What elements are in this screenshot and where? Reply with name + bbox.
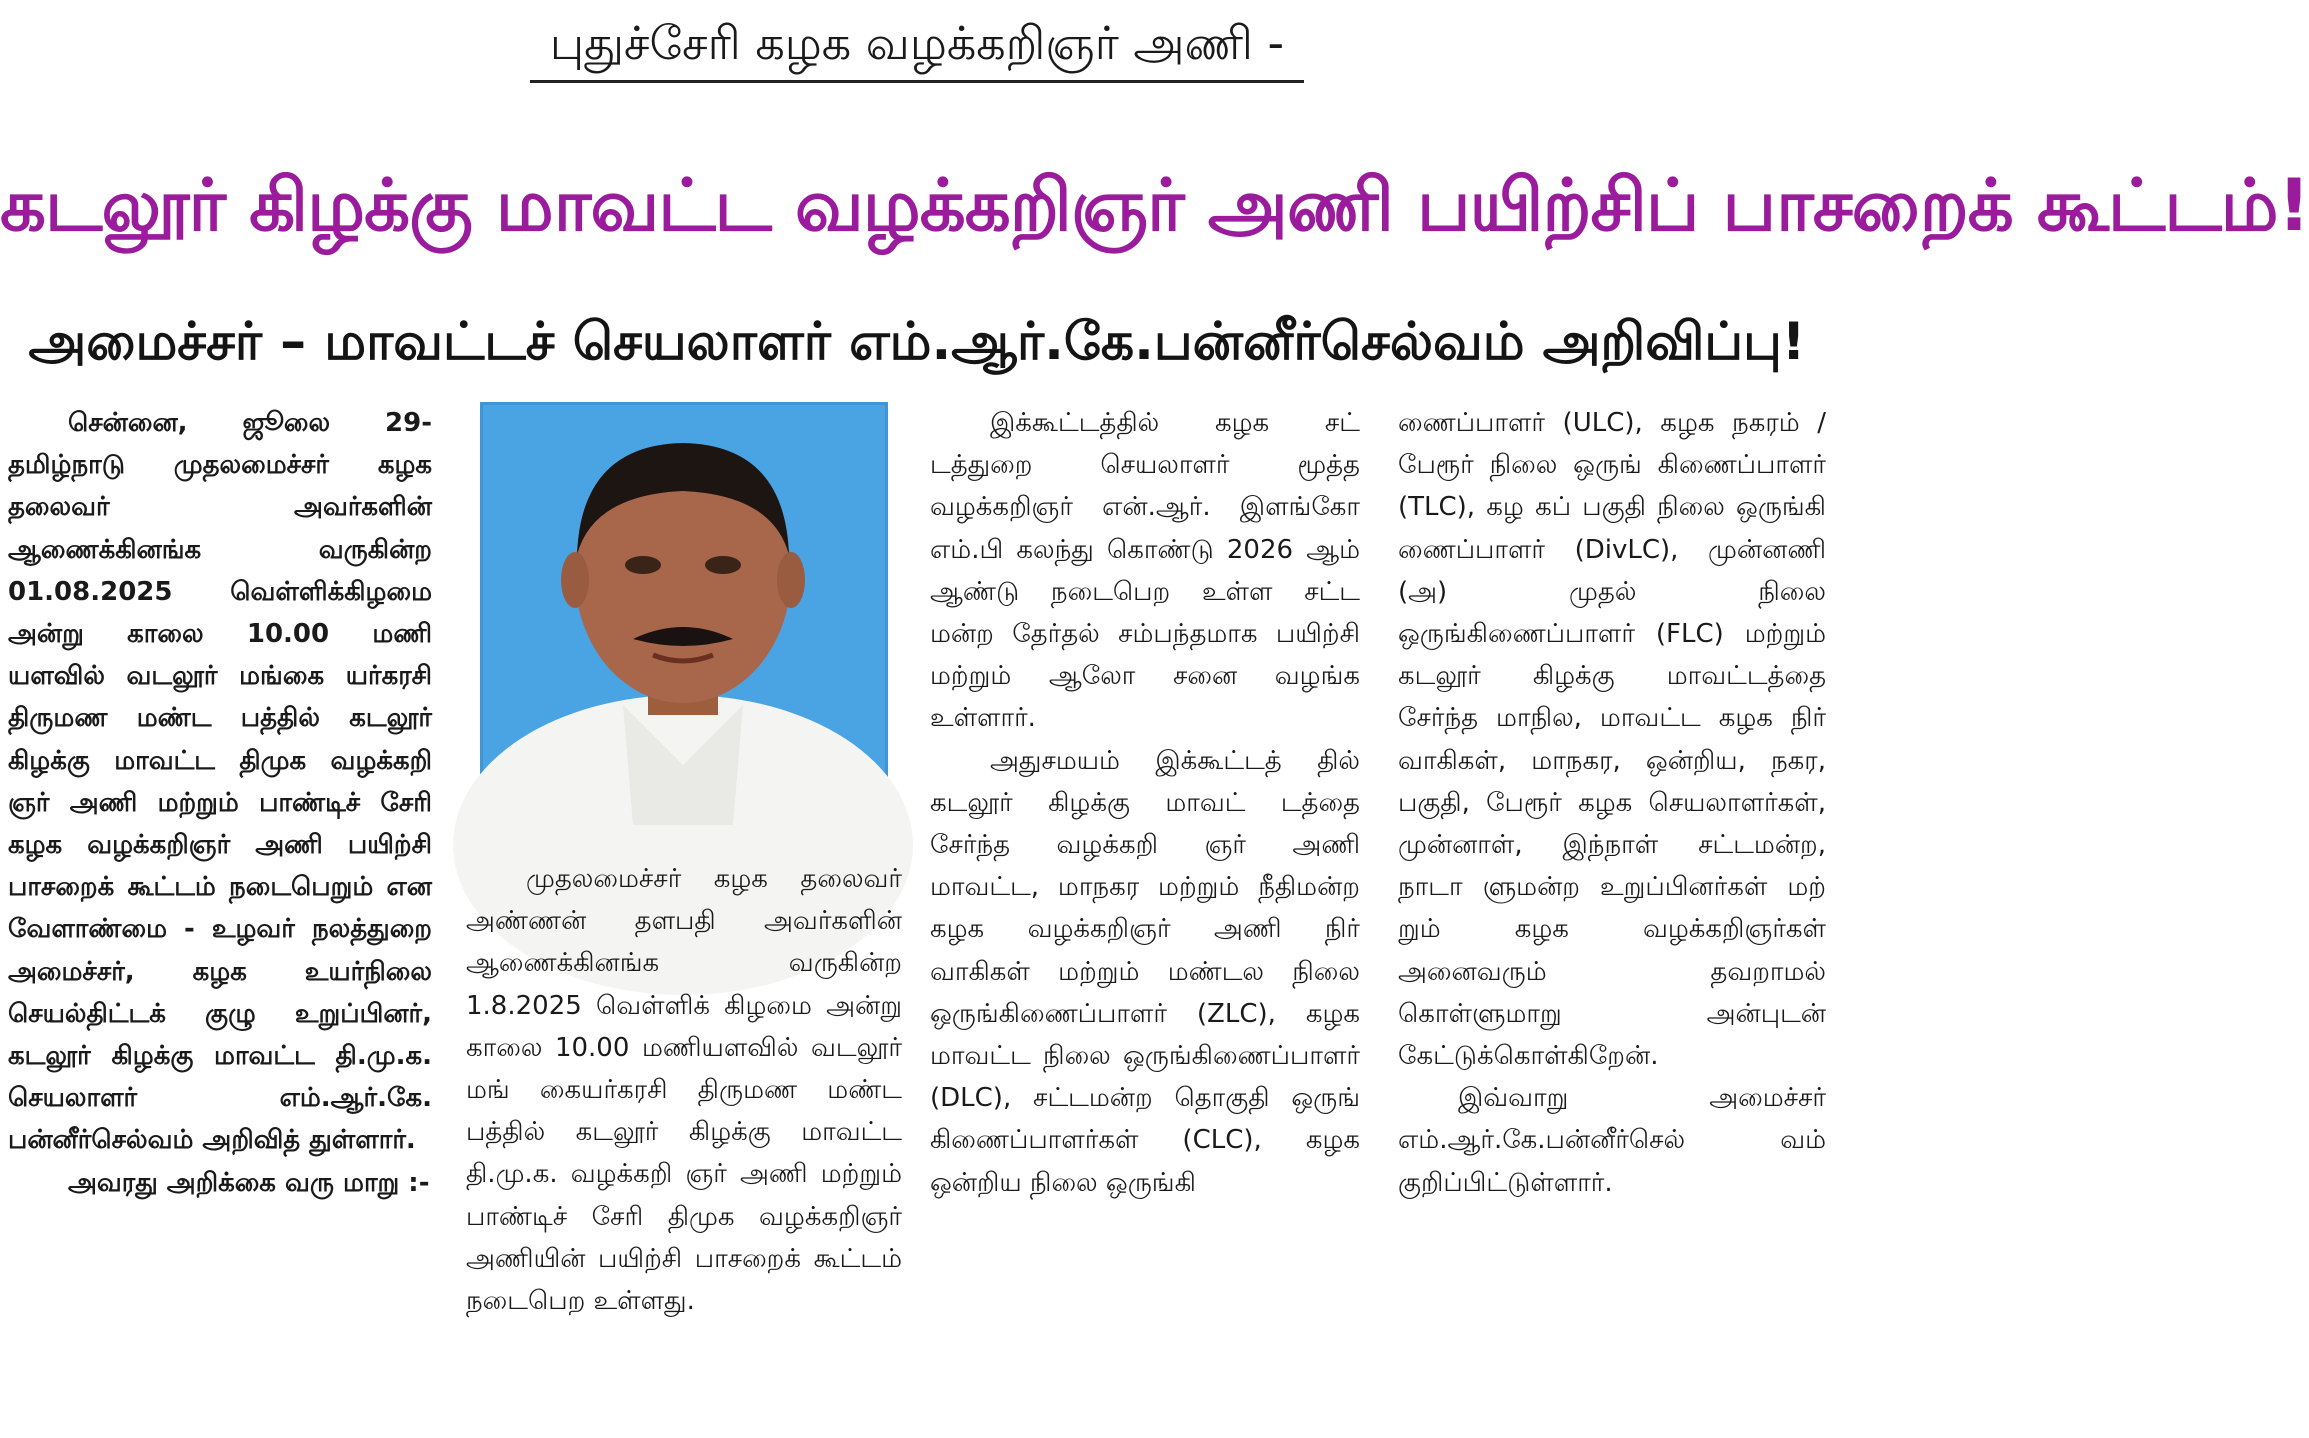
headline: கடலூர் கிழக்கு மாவட்ட வழக்கறிஞர் அணி பயிற்சிப் பாசறைக் கூட்டம்!	[0, 163, 2309, 247]
article-column-3	[930, 402, 1360, 1204]
article-column-1	[8, 402, 432, 1204]
article-column-2	[466, 858, 902, 1322]
portrait-image	[483, 405, 885, 835]
article-paragraph: அவரது அறிக்கை வரு மாறு :-	[68, 1167, 430, 1198]
kicker-line	[0, 8, 1834, 83]
kicker-text: புதுச்சேரி கழக வழக்கறிஞர் அணி -	[530, 8, 1304, 83]
minister-photo	[480, 402, 888, 838]
article-paragraph: அதுசமயம் இக்கூட்டத் தில் கடலூர் கிழக்கு மாவட் டத்தை சேர்ந்த வழக்கறி ஞர் அணி மாவட்ட, மாநகர மற்றும் நீதிமன்ற கழக வழக்கறிஞர் அணி நிர் வாகிகள் மற்றும் மண்டல நிலை ஒருங்கிணைப்பாளர் (ZLC), கழக மாவட்ட நிலை ஒருங்கிணைப்பாளர் (DLC), சட்டமன்ற தொகுதி ஒருங் கிணைப்பாளர்கள் (CLC), கழக ஒன்றிய நிலை ஒருங்கி	[930, 745, 1360, 1198]
article-paragraph: இக்கூட்டத்தில் கழக சட் டத்துறை செயலாளர் மூத்த வழக்கறிஞர் என்.ஆர். இளங்கோ எம்.பி கலந்து கொண்டு 2026 ஆம் ஆண்டு நடைபெற உள்ள சட்ட மன்ற தேர்தல் சம்பந்தமாக பயிற்சி மற்றும் ஆலோ சனை வழங்க உள்ளார்.	[930, 408, 1360, 734]
article-paragraph: இவ்வாறு அமைச்சர் எம்.ஆர்.கே.பன்னீர்செல் வம் குறிப்பிட்டுள்ளார்.	[1398, 1083, 1826, 1198]
subheadline: அமைச்சர் – மாவட்டச் செயலாளர் எம்.ஆர்.கே.பன்னீர்செல்வம் அறிவிப்பு!	[28, 312, 1806, 372]
article-column-4	[1398, 402, 1826, 1204]
article-paragraph: சென்னை, ஜூலை 29- தமிழ்நாடு முதலமைச்சர் கழக தலைவர் அவர்களின் ஆணைக்கினங்க வருகின்ற 01.08.2025 வெள்ளிக்கிழமை அன்று காலை 10.00 மணி யளவில் வடலூர் மங்கை யர்கரசி திருமண மண்ட பத்தில் கடலூர் கிழக்கு மாவட்ட திமுக வழக்கறி ஞர் அணி மற்றும் பாண்டிச் சேரி கழக வழக்கறிஞர் அணி பயிற்சி பாசறைக் கூட்டம் நடைபெறும் என வேளாண்மை - உழவர் நலத்துறை அமைச்சர், கழக உயர்நிலை செயல்திட்டக் குழு உறுப்பினர், கடலூர் கிழக்கு மாவட்ட தி.மு.க. செயலாளர் எம்.ஆர்.கே. பன்னீர்செல்வம் அறிவித் துள்ளார்.	[8, 408, 432, 1156]
article-paragraph: ணைப்பாளர் (ULC), கழக நகரம் / பேரூர் நிலை ஒருங் கிணைப்பாளர் (TLC), கழ கப் பகுதி நிலை ஒருங்கி ணைப்பாளர் (DivLC), முன்னணி (அ) முதல் நிலை ஒருங்கிணைப்பாளர் (FLC) மற்றும் கடலூர் கிழக்கு மாவட்டத்தை சேர்ந்த மாநில, மாவட்ட கழக நிர் வாகிகள், மாநகர, ஒன்றிய, நகர, பகுதி, பேரூர் கழக செயலாளர்கள், முன்னாள், இந்நாள் சட்டமன்ற, நாடா ளுமன்ற உறுப்பினர்கள் மற் றும் கழக வழக்கறிஞர்கள் அனைவரும் தவறாமல் கொள்ளுமாறு அன்புடன் கேட்டுக்கொள்கிறேன்.	[1398, 408, 1826, 1072]
article-paragraph: முதலமைச்சர் கழக தலைவர் அண்ணன் தளபதி அவர்களின் ஆணைக்கினங்க வருகின்ற 1.8.2025 வெள்ளிக் கிழமை அன்று காலை 10.00 மணியளவில் வடலூர் மங் கையர்கரசி திருமண மண்ட பத்தில் கடலூர் கிழக்கு மாவட்ட தி.மு.க. வழக்கறி ஞர் அணி மற்றும் பாண்டிச் சேரி திமுக வழக்கறிஞர் அணியின் பயிற்சி பாசறைக் கூட்டம் நடைபெற உள்ளது.	[466, 864, 902, 1317]
